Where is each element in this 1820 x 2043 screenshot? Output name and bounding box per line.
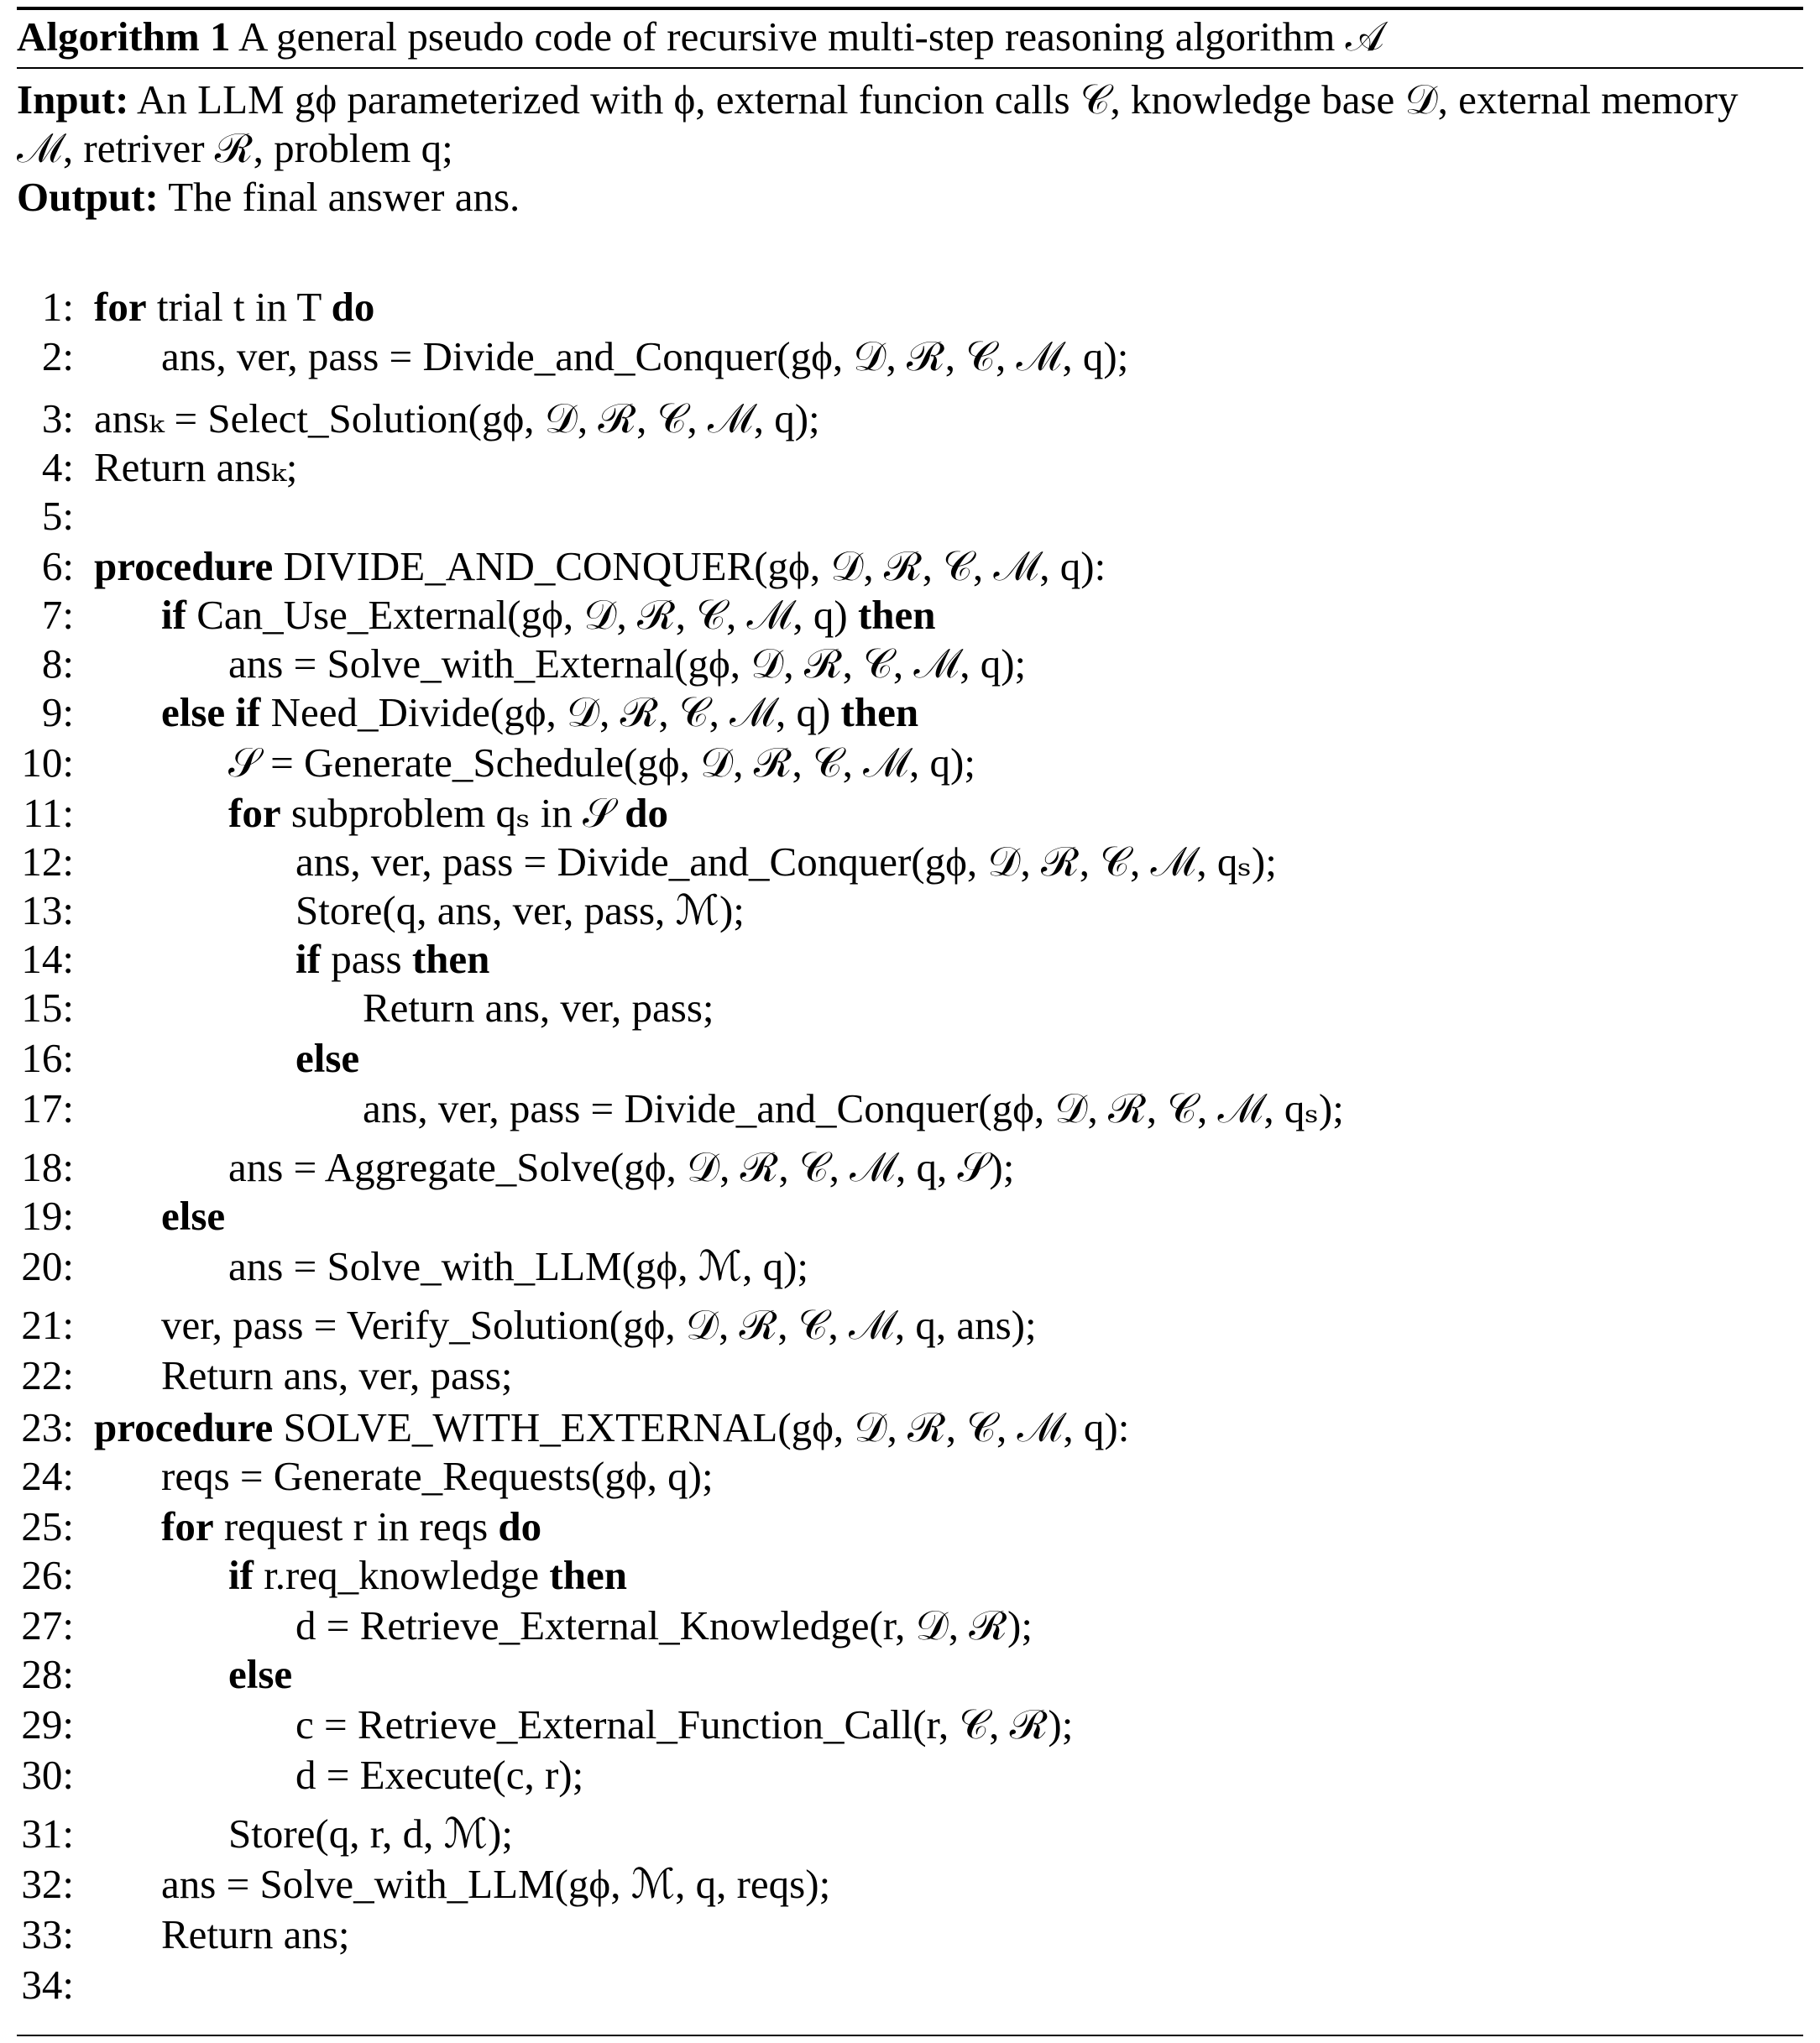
output-label: Output: xyxy=(17,174,159,220)
statement-text: 𝒮 = Generate_Schedule(gϕ, 𝒟, ℛ, 𝒞, ℳ, q); xyxy=(228,739,975,786)
algorithm-line xyxy=(0,1810,1820,1858)
line-number: 12: xyxy=(21,839,74,885)
line-code xyxy=(363,1084,1344,1133)
line-number: 25: xyxy=(21,1503,74,1549)
line-number: 17: xyxy=(21,1085,74,1131)
statement-text: Store(q, r, d, ℳ); xyxy=(228,1810,513,1857)
line-code xyxy=(161,332,1128,381)
algorithm-line xyxy=(0,1242,1820,1291)
statement-text: Return ans; xyxy=(161,1911,350,1957)
line-number: 24: xyxy=(21,1453,74,1499)
algorithm-line xyxy=(0,1961,1820,2009)
algorithm-caption xyxy=(17,12,1803,62)
keyword: for xyxy=(228,790,281,836)
algorithm-line xyxy=(0,1084,1820,1133)
line-code xyxy=(161,688,918,737)
line-number: 31: xyxy=(21,1810,74,1857)
algorithm-line xyxy=(0,1601,1820,1650)
keyword: else xyxy=(228,1651,293,1697)
algorithm-line xyxy=(0,1351,1820,1400)
top-rule xyxy=(17,7,1803,10)
statement-text: r.req_knowledge xyxy=(253,1552,550,1598)
line-number: 23: xyxy=(21,1404,74,1450)
algorithm-line xyxy=(0,1143,1820,1192)
statement-text: ansₖ = Select_Solution(gϕ, 𝒟, ℛ, 𝒞, ℳ, q); xyxy=(94,395,820,442)
line-code xyxy=(94,1403,1129,1452)
line-code xyxy=(228,640,1026,688)
line-code xyxy=(295,1034,359,1083)
line-number: 18: xyxy=(21,1144,74,1190)
statement-text: ans, ver, pass = Divide_and_Conquer(gϕ, 𝒟, ℛ, 𝒞, ℳ, qₛ); xyxy=(295,839,1277,885)
statement-text: subproblem qₛ in 𝒮 xyxy=(280,790,625,836)
output-text: The final answer ans. xyxy=(168,174,520,220)
statement-text: d = Execute(c, r); xyxy=(295,1752,584,1798)
line-code xyxy=(94,283,374,332)
algorithm-line xyxy=(0,1551,1820,1600)
line-code xyxy=(161,591,936,640)
line-number: 15: xyxy=(21,985,74,1031)
keyword: procedure xyxy=(94,1404,274,1450)
line-code xyxy=(295,838,1277,886)
line-number: 9: xyxy=(41,689,74,735)
line-code xyxy=(161,1860,830,1909)
statement-text: ans, ver, pass = Divide_and_Conquer(gϕ, 𝒟, ℛ, 𝒞, ℳ, qₛ); xyxy=(363,1085,1344,1131)
line-code xyxy=(228,739,975,787)
line-code xyxy=(295,935,489,984)
statement-text: d = Retrieve_External_Knowledge(r, 𝒟, ℛ); xyxy=(295,1602,1033,1649)
line-code xyxy=(295,1701,1073,1749)
line-code xyxy=(161,1351,513,1400)
bottom-rule xyxy=(17,2035,1803,2036)
algorithm-line xyxy=(0,332,1820,381)
statement-text: request r in reqs xyxy=(213,1503,499,1549)
line-number: 30: xyxy=(21,1752,74,1798)
statement-text: ver, pass = Verify_Solution(gϕ, 𝒟, ℛ, 𝒞, ℳ, q, ans); xyxy=(161,1302,1037,1348)
line-code xyxy=(363,984,714,1032)
statement-text: Return ansₖ; xyxy=(94,444,298,490)
keyword: procedure xyxy=(94,543,274,589)
statement-text: ans = Aggregate_Solve(gϕ, 𝒟, ℛ, 𝒞, ℳ, q, 𝒮); xyxy=(228,1144,1015,1190)
line-code xyxy=(94,394,820,443)
keyword: else if xyxy=(161,689,261,735)
statement-text: Return ans, ver, pass; xyxy=(161,1352,513,1398)
line-number: 33: xyxy=(21,1911,74,1957)
caption-label: Algorithm 1 xyxy=(17,13,231,60)
line-code xyxy=(94,443,297,492)
statement-text: DIVIDE_AND_CONQUER(gϕ, 𝒟, ℛ, 𝒞, ℳ, q): xyxy=(273,543,1106,589)
statement-text: Store(q, ans, ver, pass, ℳ); xyxy=(295,887,745,933)
statement-text: ans = Solve_with_LLM(gϕ, ℳ, q, reqs); xyxy=(161,1861,831,1907)
line-number: 32: xyxy=(21,1861,74,1907)
line-number: 7: xyxy=(41,592,74,638)
input-label: Input: xyxy=(17,76,129,123)
input-text: An LLM gϕ parameterized with ϕ, external funcion calls 𝒞, knowledge base 𝒟, external memory ℳ, retriver ℛ, problem q; xyxy=(17,76,1739,171)
algorithm-line xyxy=(0,739,1820,787)
line-number: 3: xyxy=(41,395,74,442)
line-code xyxy=(161,1192,225,1241)
caption-text: A general pseudo code of recursive multi-step reasoning algorithm 𝒜 xyxy=(238,13,1384,60)
algorithm-line xyxy=(0,886,1820,935)
algorithm-line xyxy=(0,1452,1820,1501)
line-number: 1: xyxy=(41,284,74,330)
line-number: 21: xyxy=(21,1302,74,1348)
statement-text: SOLVE_WITH_EXTERNAL(gϕ, 𝒟, ℛ, 𝒞, ℳ, q): xyxy=(273,1404,1130,1450)
line-code xyxy=(161,1301,1037,1350)
statement-text: ans = Solve_with_External(gϕ, 𝒟, ℛ, 𝒞, ℳ, q); xyxy=(228,640,1027,687)
line-number: 11: xyxy=(23,790,74,836)
line-code xyxy=(161,1502,541,1551)
line-code xyxy=(161,1452,714,1501)
statement-text: ans, ver, pass = Divide_and_Conquer(gϕ, 𝒟, ℛ, 𝒞, ℳ, q); xyxy=(161,333,1129,379)
line-code xyxy=(295,1751,583,1800)
keyword: else xyxy=(161,1193,226,1239)
algorithm-line xyxy=(0,1860,1820,1909)
line-number: 28: xyxy=(21,1651,74,1697)
output-line xyxy=(17,173,1803,222)
algorithm-line xyxy=(0,984,1820,1032)
algorithm-header xyxy=(17,76,1803,222)
algorithm-line xyxy=(0,688,1820,737)
algorithm-line xyxy=(0,394,1820,443)
statement-text: pass xyxy=(320,936,412,982)
keyword: do xyxy=(498,1503,542,1549)
keyword: else xyxy=(295,1035,360,1081)
keyword: if xyxy=(161,592,186,638)
line-number: 20: xyxy=(21,1243,74,1289)
line-number: 27: xyxy=(21,1602,74,1649)
input-line xyxy=(17,76,1803,173)
line-code xyxy=(295,1601,1033,1650)
algorithm-line xyxy=(0,789,1820,838)
line-number: 13: xyxy=(21,887,74,933)
algorithm-line xyxy=(0,1751,1820,1800)
keyword: then xyxy=(549,1552,627,1598)
algorithm-line xyxy=(0,1910,1820,1959)
keyword: do xyxy=(625,790,669,836)
line-number: 10: xyxy=(21,739,74,786)
line-code xyxy=(161,1910,350,1959)
line-number: 34: xyxy=(21,1962,74,2008)
keyword: then xyxy=(411,936,490,982)
caption-rule xyxy=(17,67,1803,69)
statement-text: Return ans, ver, pass; xyxy=(363,985,714,1031)
algorithm-line xyxy=(0,1502,1820,1551)
line-number: 8: xyxy=(41,640,74,687)
keyword: if xyxy=(295,936,321,982)
line-code xyxy=(228,1143,1014,1192)
algorithm-line xyxy=(0,283,1820,332)
line-number: 22: xyxy=(21,1352,74,1398)
line-code xyxy=(94,542,1106,591)
line-code xyxy=(228,1551,627,1600)
algorithm-line xyxy=(0,1650,1820,1699)
line-number: 4: xyxy=(41,444,74,490)
line-number: 19: xyxy=(21,1193,74,1239)
line-number: 6: xyxy=(41,543,74,589)
line-number: 26: xyxy=(21,1552,74,1598)
statement-text: c = Retrieve_External_Function_Call(r, 𝒞, ℛ); xyxy=(295,1701,1074,1748)
statement-text: Need_Divide(gϕ, 𝒟, ℛ, 𝒞, ℳ, q) xyxy=(260,689,841,735)
statement-text: reqs = Generate_Requests(gϕ, q); xyxy=(161,1453,714,1499)
algorithm-line xyxy=(0,838,1820,886)
algorithm-line xyxy=(0,542,1820,591)
line-number: 16: xyxy=(21,1035,74,1081)
line-code xyxy=(295,886,745,935)
line-number: 29: xyxy=(21,1701,74,1748)
keyword: for xyxy=(161,1503,214,1549)
statement-text: ans = Solve_with_LLM(gϕ, ℳ, q); xyxy=(228,1243,809,1289)
keyword: if xyxy=(228,1552,254,1598)
algorithm-line xyxy=(0,640,1820,688)
keyword: do xyxy=(331,284,375,330)
algorithm-line xyxy=(0,1192,1820,1241)
line-code xyxy=(228,1650,292,1699)
algorithm-line xyxy=(0,492,1820,541)
line-number: 2: xyxy=(41,333,74,379)
algorithm-line xyxy=(0,443,1820,492)
algorithm-line xyxy=(0,1701,1820,1749)
keyword: for xyxy=(94,284,147,330)
line-code xyxy=(228,1810,513,1858)
algorithm-line xyxy=(0,935,1820,984)
algorithm-line xyxy=(0,1301,1820,1350)
keyword: then xyxy=(857,592,936,638)
line-number: 5: xyxy=(41,493,74,539)
line-code xyxy=(228,1242,808,1291)
statement-text: Can_Use_External(gϕ, 𝒟, ℛ, 𝒞, ℳ, q) xyxy=(186,592,858,638)
algorithm-line xyxy=(0,591,1820,640)
algorithm-line xyxy=(0,1403,1820,1452)
statement-text: trial t in T xyxy=(146,284,332,330)
line-number: 14: xyxy=(21,936,74,982)
algorithm-line xyxy=(0,1034,1820,1083)
line-code xyxy=(228,789,668,838)
keyword: then xyxy=(840,689,919,735)
